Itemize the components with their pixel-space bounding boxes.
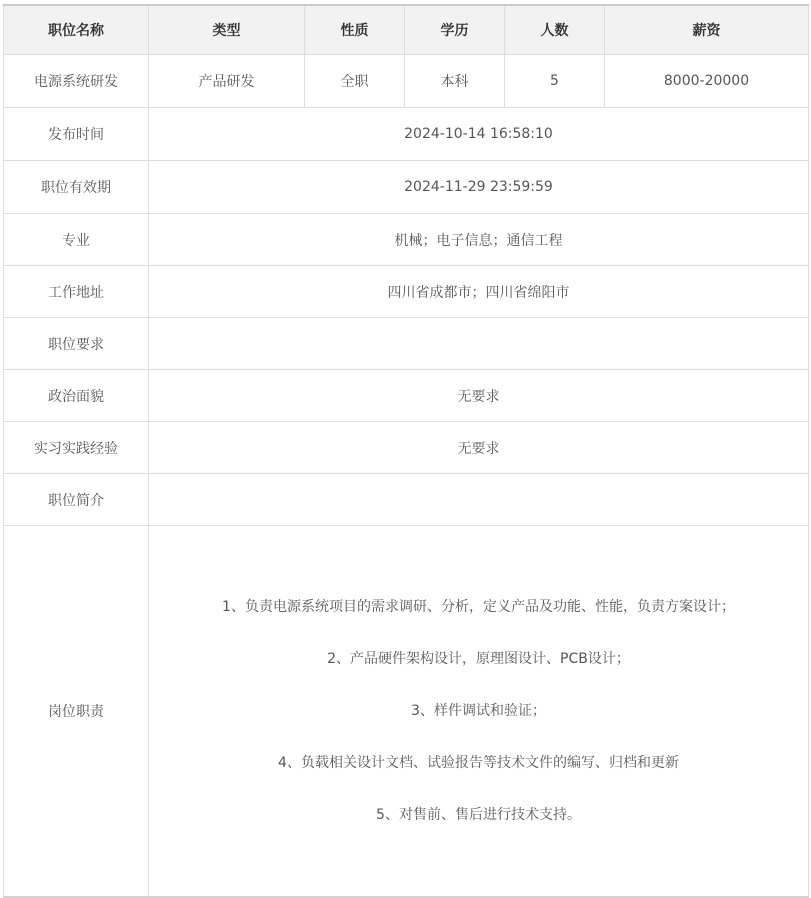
detail-row-job-duties — [4, 526, 809, 898]
publish-time-label: 发布时间 — [4, 108, 149, 161]
political-status-value: 无要求 — [149, 370, 809, 422]
job-detail-table — [3, 4, 809, 898]
job-summary-row — [4, 55, 809, 108]
job-duties-value — [149, 526, 809, 898]
work-address-value: 四川省成都市；四川省绵阳市 — [149, 266, 809, 318]
header-row — [4, 5, 809, 55]
political-status-label: 政治面貌 — [4, 370, 149, 422]
detail-row-job-intro — [4, 474, 809, 526]
detail-row-valid-until — [4, 161, 809, 214]
job-duty-line-5: 5、对售前、售后进行技术支持。 — [376, 807, 581, 823]
work-address-label: 工作地址 — [4, 266, 149, 318]
job-duties-label: 岗位职责 — [4, 526, 149, 898]
job-duty-line-2: 2、产品硬件架构设计，原理图设计、PCB设计； — [327, 651, 630, 667]
internship-experience-label: 实习实践经验 — [4, 422, 149, 474]
job-duty-line-3: 3、样件调试和验证； — [411, 703, 546, 719]
valid-until-value: 2024-11-29 23:59:59 — [149, 161, 809, 214]
job-duty-line-4: 4、负载相关设计文档、试验报告等技术文件的编写、归档和更新 — [278, 755, 679, 771]
header-cell-type: 类型 — [149, 5, 305, 55]
job-requirements-value — [149, 318, 809, 370]
detail-row-publish-time — [4, 108, 809, 161]
header-cell-position-name: 职位名称 — [4, 5, 149, 55]
detail-row-work-address — [4, 266, 809, 318]
header-cell-nature: 性质 — [305, 5, 405, 55]
detail-row-major — [4, 214, 809, 266]
major-value: 机械；电子信息；通信工程 — [149, 214, 809, 266]
header-cell-headcount: 人数 — [505, 5, 605, 55]
detail-row-political-status — [4, 370, 809, 422]
detail-row-internship-experience — [4, 422, 809, 474]
job-intro-value — [149, 474, 809, 526]
job-requirements-label: 职位要求 — [4, 318, 149, 370]
type-value: 产品研发 — [149, 55, 305, 108]
detail-row-job-requirements — [4, 318, 809, 370]
major-label: 专业 — [4, 214, 149, 266]
valid-until-label: 职位有效期 — [4, 161, 149, 214]
job-duty-line-1: 1、负责电源系统项目的需求调研、分析，定义产品及功能、性能，负责方案设计； — [222, 599, 735, 615]
salary-value: 8000-20000 — [605, 55, 809, 108]
job-duties-lines — [155, 526, 802, 896]
header-cell-salary: 薪资 — [605, 5, 809, 55]
internship-experience-value: 无要求 — [149, 422, 809, 474]
nature-value: 全职 — [305, 55, 405, 108]
education-value: 本科 — [405, 55, 505, 108]
job-intro-label: 职位简介 — [4, 474, 149, 526]
publish-time-value: 2024-10-14 16:58:10 — [149, 108, 809, 161]
header-cell-education: 学历 — [405, 5, 505, 55]
headcount-value: 5 — [505, 55, 605, 108]
position-name-value: 电源系统研发 — [4, 55, 149, 108]
